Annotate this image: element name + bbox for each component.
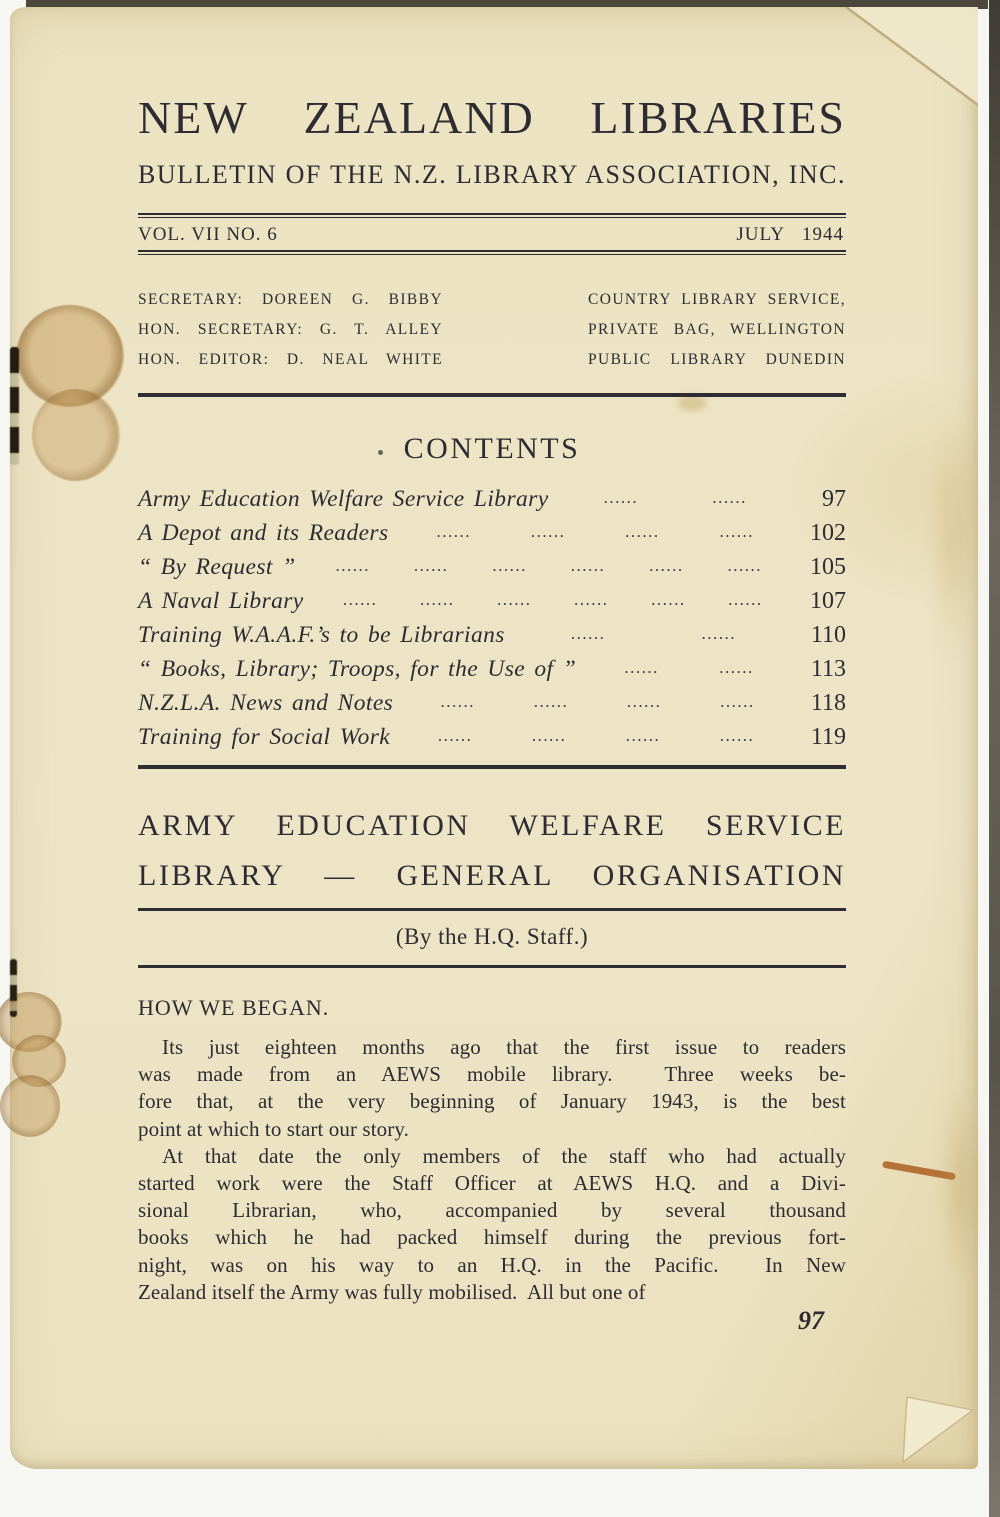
contents-entry-title: “ Books, Library; Troops, for the Use of ” — [138, 656, 577, 682]
body-text-line: was made from an AEWS mobile library. Three weeks be- — [138, 1062, 846, 1087]
article-body — [138, 1034, 846, 1306]
contents-entry-page: 102 — [810, 520, 846, 546]
folded-corner — [846, 7, 978, 105]
dot-leader — [594, 654, 784, 687]
contents-entry-page: 119 — [810, 724, 846, 750]
dot-group: ...... — [719, 522, 755, 541]
body-text-line: point at which to start our story. — [138, 1116, 409, 1141]
dot-group: ...... — [624, 658, 659, 677]
dot-group: ...... — [437, 726, 473, 745]
dot-leader — [411, 688, 784, 721]
article-title-line2: LIBRARY — GENERAL ORGANISATION — [138, 859, 846, 892]
body-text-line: At that date the only members of the staff who had actually — [162, 1143, 846, 1168]
stain-smudge — [938, 1082, 986, 1287]
dot-group: ...... — [497, 590, 532, 609]
stain-blob — [32, 389, 120, 481]
contents-entry — [138, 551, 846, 585]
contents-entry — [138, 687, 846, 721]
staff-block — [138, 285, 846, 375]
dot-group: ...... — [719, 726, 755, 745]
body-text-line: night, was on his way to an H.Q. in the Pacific. In New — [138, 1252, 846, 1277]
contents-heading: CONTENTS — [403, 432, 581, 465]
contents-entry-page: 118 — [810, 690, 846, 716]
divider-rule — [138, 250, 846, 255]
body-text-line: Zealand itself the Army was fully mobilised. All but one of — [138, 1279, 646, 1304]
stain-blob — [12, 1035, 66, 1087]
contents-entry-title: Training for Social Work — [138, 724, 391, 750]
staff-line: COUNTRY LIBRARY SERVICE, — [588, 291, 846, 308]
contents-entry — [138, 483, 846, 517]
article-title-line1: ARMY EDUCATION WELFARE SERVICE — [138, 809, 846, 842]
volume-number: VOL. VII NO. 6 — [138, 224, 278, 245]
stain-blob — [16, 305, 124, 407]
fold-crease-line — [846, 7, 978, 105]
contents-entry-page: 97 — [822, 486, 846, 512]
dot-group: ...... — [719, 658, 754, 677]
dot-group: ...... — [728, 590, 763, 609]
dot-leader — [314, 552, 784, 585]
body-text-line: fore that, at the very beginning of January 1943, is the best — [138, 1089, 846, 1114]
dot-group: ...... — [570, 624, 606, 643]
document-page — [10, 7, 978, 1469]
dot-group: ...... — [626, 692, 662, 711]
contents-entry — [138, 721, 846, 755]
article-byline: (By the H.Q. Staff.) — [395, 924, 589, 949]
contents-entry — [138, 517, 846, 551]
contents-entry-page: 105 — [810, 554, 846, 580]
divider-rule — [138, 908, 846, 911]
dot-leader — [408, 722, 784, 755]
contents-entry-title: “ By Request ” — [138, 554, 296, 580]
page-content — [138, 7, 846, 1336]
contents-entry — [138, 585, 846, 619]
scan-right-edge — [989, 0, 1000, 1517]
divider-rule — [138, 393, 846, 397]
body-text-line: Its just eighteen months ago that the first issue to readers — [162, 1035, 846, 1059]
masthead-title: NEW ZEALAND LIBRARIES — [138, 92, 846, 143]
dot-leader — [567, 484, 784, 517]
dot-group: ...... — [574, 590, 609, 609]
contents-entry-title: Army Education Welfare Service Library — [138, 486, 549, 512]
dot-group: ...... — [531, 726, 567, 745]
body-text-line: books which he had packed himself during the previous fort- — [138, 1225, 846, 1250]
dot-group: ...... — [342, 590, 378, 609]
contents-entry-title: A Depot and its Readers — [138, 520, 389, 546]
dot-group: ...... — [701, 624, 736, 643]
staff-addresses — [588, 285, 846, 375]
dot-leader — [523, 620, 784, 653]
staff-line: PRIVATE BAG, WELLINGTON — [588, 321, 846, 338]
staff-line: HON. EDITOR: D. NEAL WHITE — [138, 351, 443, 368]
dot-leader — [322, 586, 784, 619]
issue-line — [138, 218, 846, 250]
contents-entry-title: A Naval Library — [138, 588, 304, 614]
contents-entry-title: N.Z.L.A. News and Notes — [138, 690, 394, 716]
dot-group: ...... — [625, 726, 661, 745]
masthead-subtitle: BULLETIN OF THE N.Z. LIBRARY ASSOCIATION, INC. — [138, 160, 846, 189]
dot-group: ...... — [649, 556, 684, 575]
dot-group: ...... — [533, 692, 569, 711]
body-text-line: started work were the Staff Officer at AEWS H.Q. and a Divi- — [138, 1171, 846, 1196]
staff-line: SECRETARY: DOREEN G. BIBBY — [138, 291, 443, 308]
dot-group: ...... — [492, 556, 527, 575]
dot-group: ...... — [603, 488, 639, 507]
divider-rule — [138, 965, 846, 968]
staff-officers — [138, 285, 443, 375]
body-text-line: sional Librarian, who, accompanied by several thousand — [138, 1198, 846, 1223]
divider-rule — [138, 765, 846, 769]
dot-group: ...... — [436, 522, 471, 541]
stain-smudge — [928, 422, 980, 667]
dot-group: ...... — [419, 590, 455, 609]
staff-line: HON. SECRETARY: G. T. ALLEY — [138, 321, 443, 338]
dot-group: ...... — [530, 522, 566, 541]
dot-leader — [407, 518, 784, 551]
dot-group: ...... — [335, 556, 370, 575]
issue-date: JULY 1944 — [736, 224, 844, 245]
binding-marks — [10, 347, 19, 465]
contents-entry-page: 107 — [810, 588, 846, 614]
contents-entry-title: Training W.A.A.F.’s to be Librarians — [138, 622, 505, 648]
contents-entry — [138, 653, 846, 687]
contents-entry-page: 113 — [810, 656, 846, 682]
dot-group: ...... — [712, 488, 747, 507]
contents-list — [138, 483, 846, 755]
binding-marks — [10, 959, 17, 1017]
dot-group: ...... — [440, 692, 476, 711]
contents-entry — [138, 619, 846, 653]
section-heading: HOW WE BEGAN. — [138, 995, 330, 1020]
dot-group: ...... — [727, 556, 763, 575]
page-number: 97 — [798, 1306, 824, 1336]
page-curl — [903, 1397, 973, 1462]
staff-line: PUBLIC LIBRARY DUNEDIN — [588, 351, 846, 368]
dot-group: ...... — [625, 522, 660, 541]
dot-group: ...... — [651, 590, 686, 609]
contents-entry-page: 110 — [810, 622, 846, 648]
dot-group: ...... — [413, 556, 449, 575]
stain-blob — [0, 1075, 60, 1137]
dot-group: ...... — [570, 556, 606, 575]
dot-group: ...... — [720, 692, 755, 711]
